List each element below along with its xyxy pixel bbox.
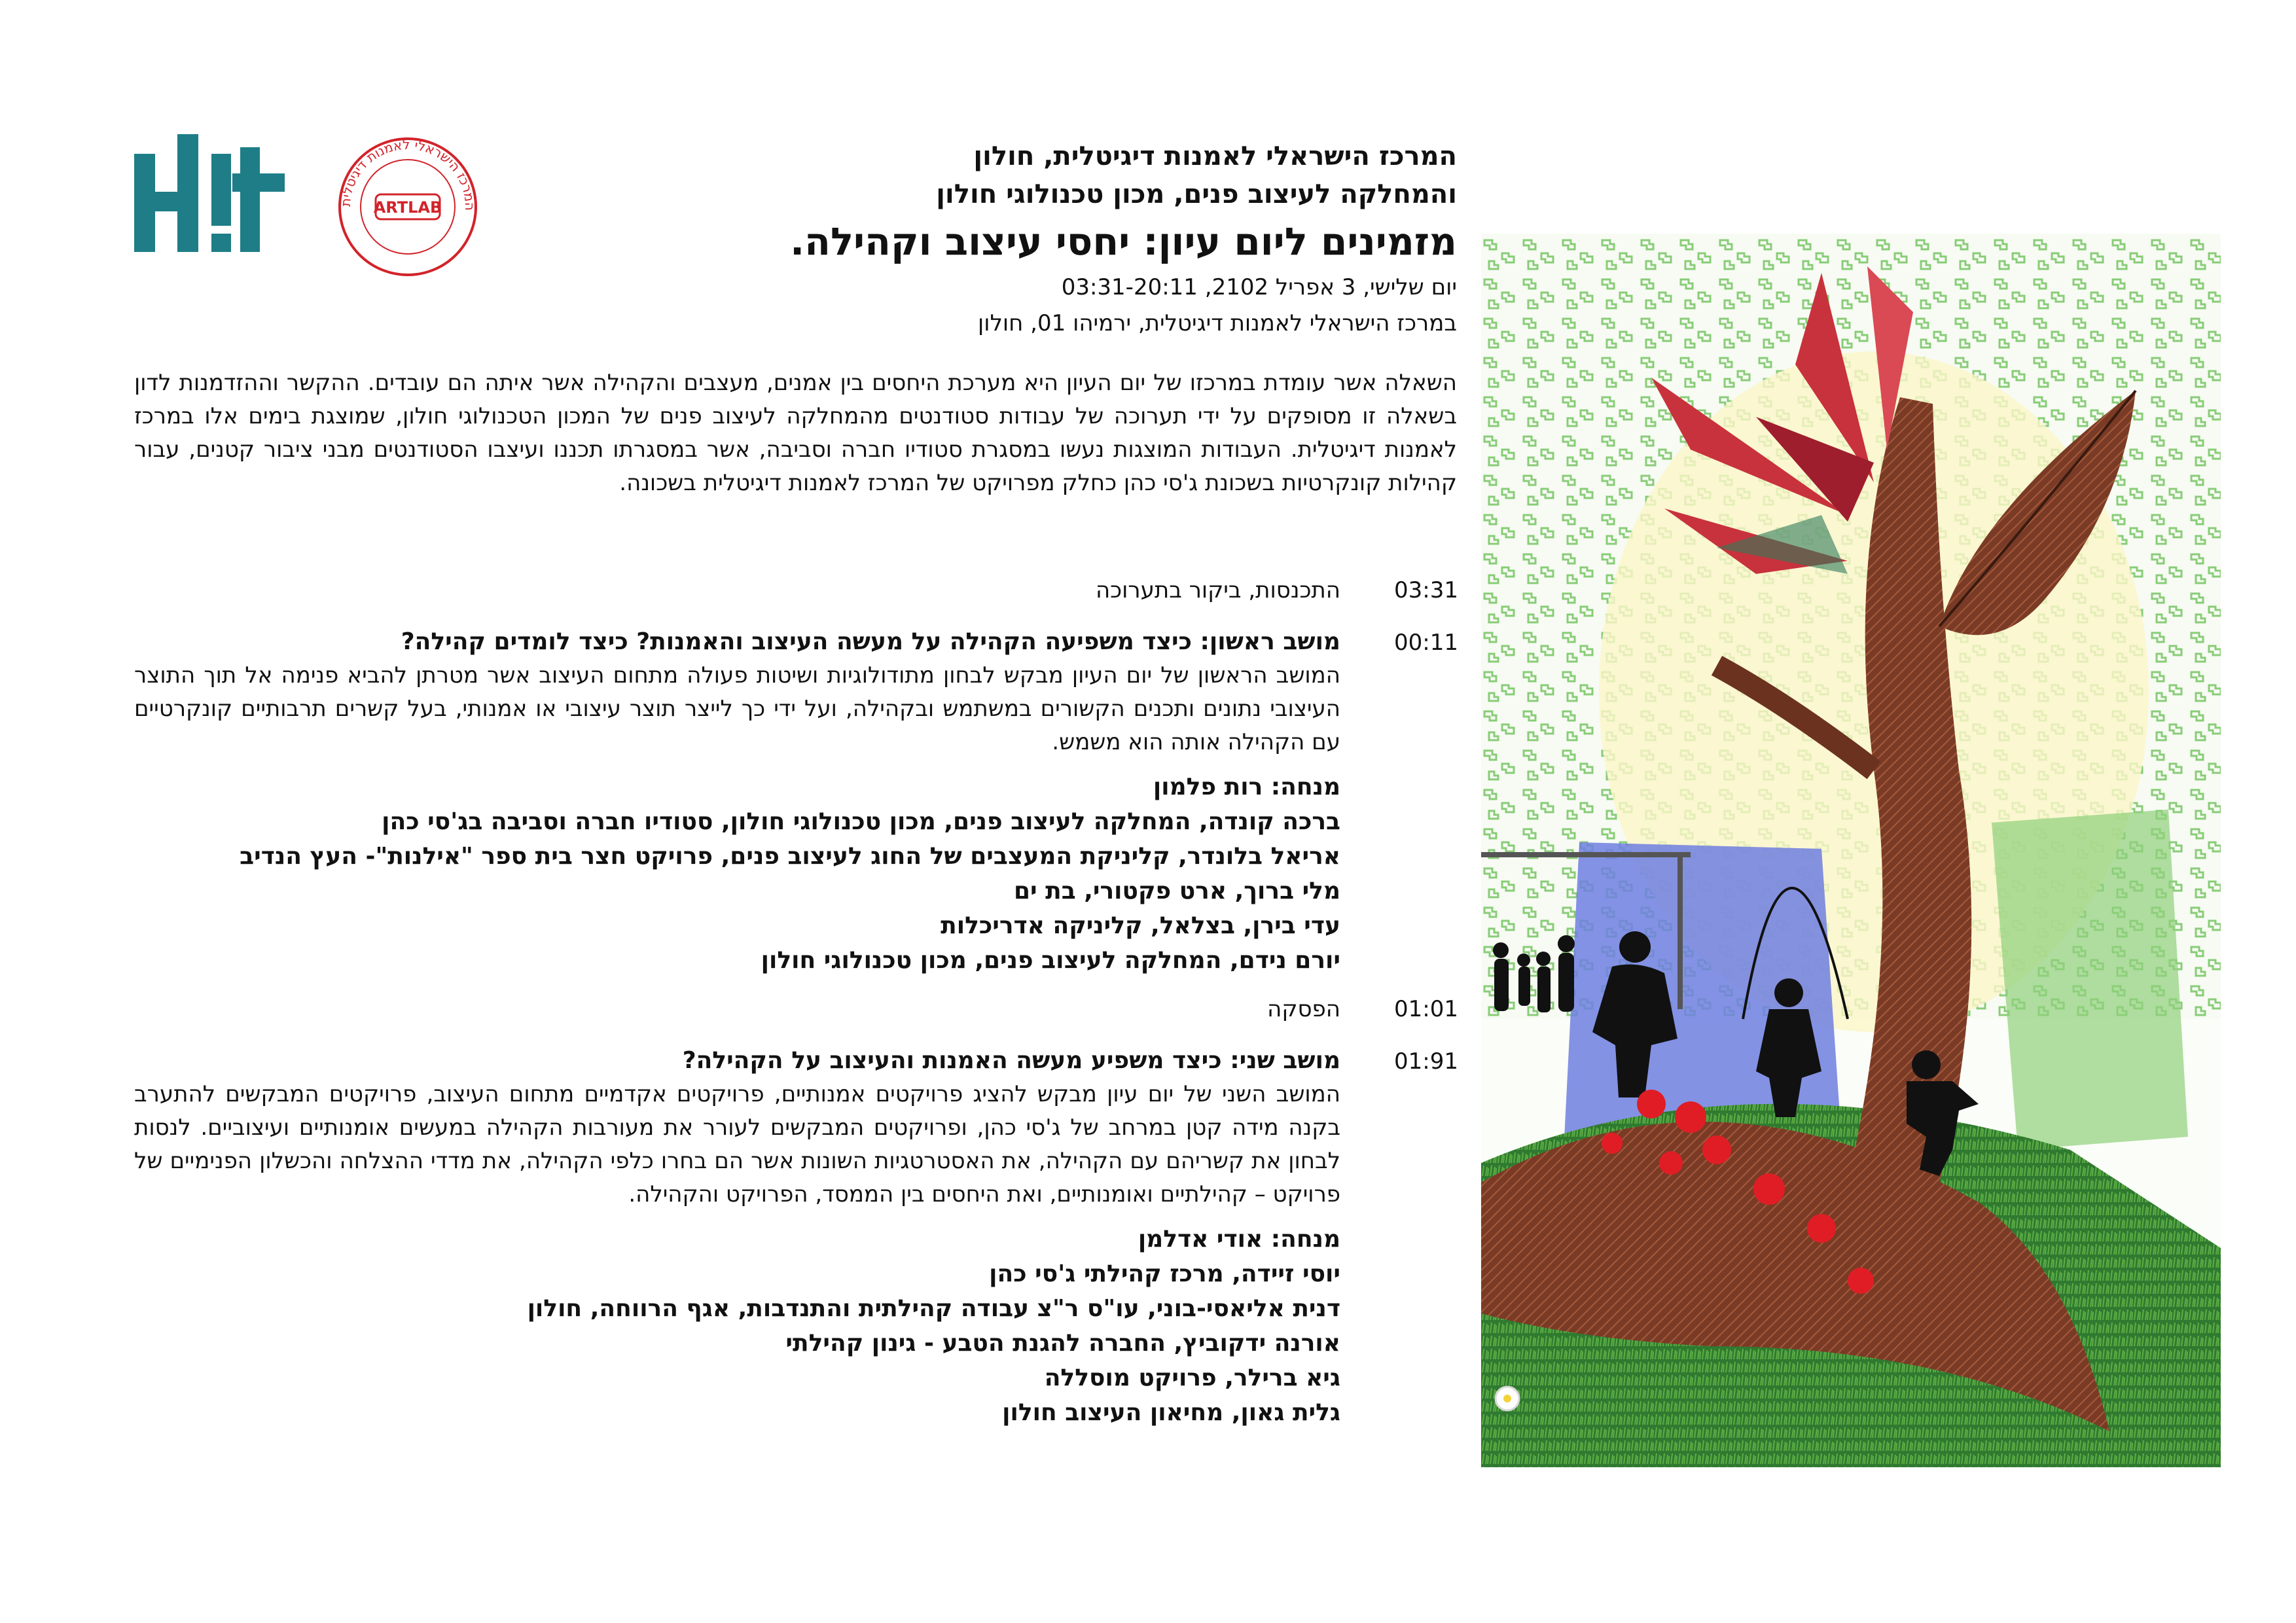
session2-speaker: גלית גאון, מחיאון העיצוב חולון — [1002, 1399, 1340, 1426]
session2-moderator: מנחה: אודי אדלמן — [1138, 1226, 1340, 1253]
event-location: במרכז הישראלי לאמנות דיגיטלית, ירמיהו 01, חולון — [978, 310, 1457, 336]
organizer-line-2: והמחלקה לעיצוב פנים, מכון טכנולוגי חולון — [936, 179, 1457, 209]
opening-label: התכנסות, ביקור בתערוכה — [1095, 577, 1340, 603]
page-title: מזמינים ליום עיון: יחסי עיצוב וקהילה. — [790, 219, 1457, 264]
session1-speaker: יורם נידם, המחלקה לעיצוב פנים, מכון טכנולוגי חולון — [761, 947, 1340, 974]
break-label: הפסקה — [1267, 996, 1340, 1022]
session2-speaker: אורנה ידקוביץ, החברה להגנת הטבע - גינון קהילתי — [785, 1330, 1340, 1357]
session1-speaker: ברכה קונדה, המחלקה לעיצוב פנים, מכון טכנולוגי חולון, סטודיו חברה וסביבה בג'סי כהן — [382, 808, 1340, 835]
session1-people — [134, 770, 1340, 978]
intro-paragraph: השאלה אשר עומדת במרכזו של יום העיון היא מערכת היחסים בין אמנים, מעצבים והקהילה אשר איתה הם עובדים. ההקשר וההזדמנות לדון בשאלה זו מסופקים על ידי תערוכה של עבודות סטודנטים מהמחלקה לעיצוב פנים של המכון הטכנולוגי חולון, שמוצגת בימים אלו במרכז לאמנות דיגיטלית. העבודות המוצגות נעשו במסגרת סטודיו חברה וסביבה, אשר במסגרתו תכננו ועיצבו הסטודנטים מבני ציבור קטנים, עבור קהילות קונקרטיות בשכונת ג'סי כהן כחלק מפרויקט של המרכז לאמנות דיגיטלית בשכונה. — [134, 370, 1457, 496]
session2-time: 01:91 — [1394, 1048, 1458, 1075]
hit-logo — [134, 134, 288, 259]
session2-speaker: גיא ברילר, פרויקט מוסללה — [1044, 1364, 1340, 1391]
event-datetime: יום שלישי, 3 אפריל 2102, 03:31-20:11 — [1061, 274, 1457, 300]
break-time: 01:01 — [1394, 996, 1458, 1022]
tree-community-illustration — [1481, 234, 2221, 1467]
session1-moderator: מנחה: רות פלמון — [1153, 774, 1340, 800]
session2-speaker: דנית אליאסי-בוני, עו"ס ר"צ עבודה קהילתית והתנדבות, אגף הרווחה, חולון — [527, 1295, 1340, 1322]
opening-time: 03:31 — [1394, 577, 1458, 603]
session2-block — [134, 1044, 1340, 1430]
session1-title: מושב ראשון: כיצד משפיעה הקהילה על מעשה העיצוב והאמנות? כיצד לומדים קהילה? — [401, 628, 1340, 655]
session2-description: המושב השני של יום עיון מבקש להציג פרויקטים אמנותיים, פרויקטים אקדמיים מתחום העיצוב, פרויקטים המבקשים להתערב בקנה מידה קטן במרחב של ג'סי כהן, ופרויקטים המבקשים לעורר את מעורבות הקהילה במעשים אומנותיים ועיצוביים. לנסות לבחון את קשריהם עם הקהילה, את האסטרטגיות השונות אשר הם בחרו כלפי הקהילה, את מדדי ההצלחה והכשלון הפנימיים של פרויקט – קהילתיים ואומנותיים, ואת היחסים בין הממסד, הפרויקט והקהילה. — [134, 1081, 1340, 1207]
invitation-header — [606, 137, 1457, 342]
session1-time: 00:11 — [1394, 630, 1458, 656]
session2-people — [134, 1222, 1340, 1430]
artlab-center-text: ARTLAB — [373, 198, 442, 217]
artlab-logo — [335, 134, 480, 279]
session1-speaker: אריאל בלונדר, קליניקת המעצבים של החוג לעיצוב פנים, פרויקט חצר בית ספר "אילנות"- העץ הנדיב — [240, 843, 1340, 870]
session1-speaker: מלי ברוך, ארט פקטורי, בת ים — [1013, 878, 1340, 904]
artlab-ring-text: המרכז הישראלי לאמנות דיגיטלית — [337, 136, 478, 211]
session2-speaker: יוסי זיידה, מרכז קהילתי ג'סי כהן — [989, 1260, 1340, 1287]
organizer-line-1: המרכז הישראלי לאמנות דיגיטלית, חולון — [973, 141, 1457, 171]
session1-speaker: עדי בירן, בצלאל, קליניקה אדריכלות — [941, 912, 1340, 939]
session2-title: מושב שני: כיצד משפיע מעשה האמנות והעיצוב על הקהילה? — [682, 1047, 1340, 1074]
session1-description: המושב הראשון של יום העיון מבקש לבחון מתודולוגיות ושיטות פעולה מתחום העיצוב אשר מטרתן להביא פנימה אל תוך התוצר העיצובי נתונים ותכנים הקשורים במשתמש ובקהילה, ועל ידי כך לייצר תוצר עיצובי או אמנותי, בעל קשרים תרבותיים קונקרטיים עם הקהילה אותה הוא משמש. — [134, 662, 1340, 755]
session1-block — [134, 625, 1340, 978]
